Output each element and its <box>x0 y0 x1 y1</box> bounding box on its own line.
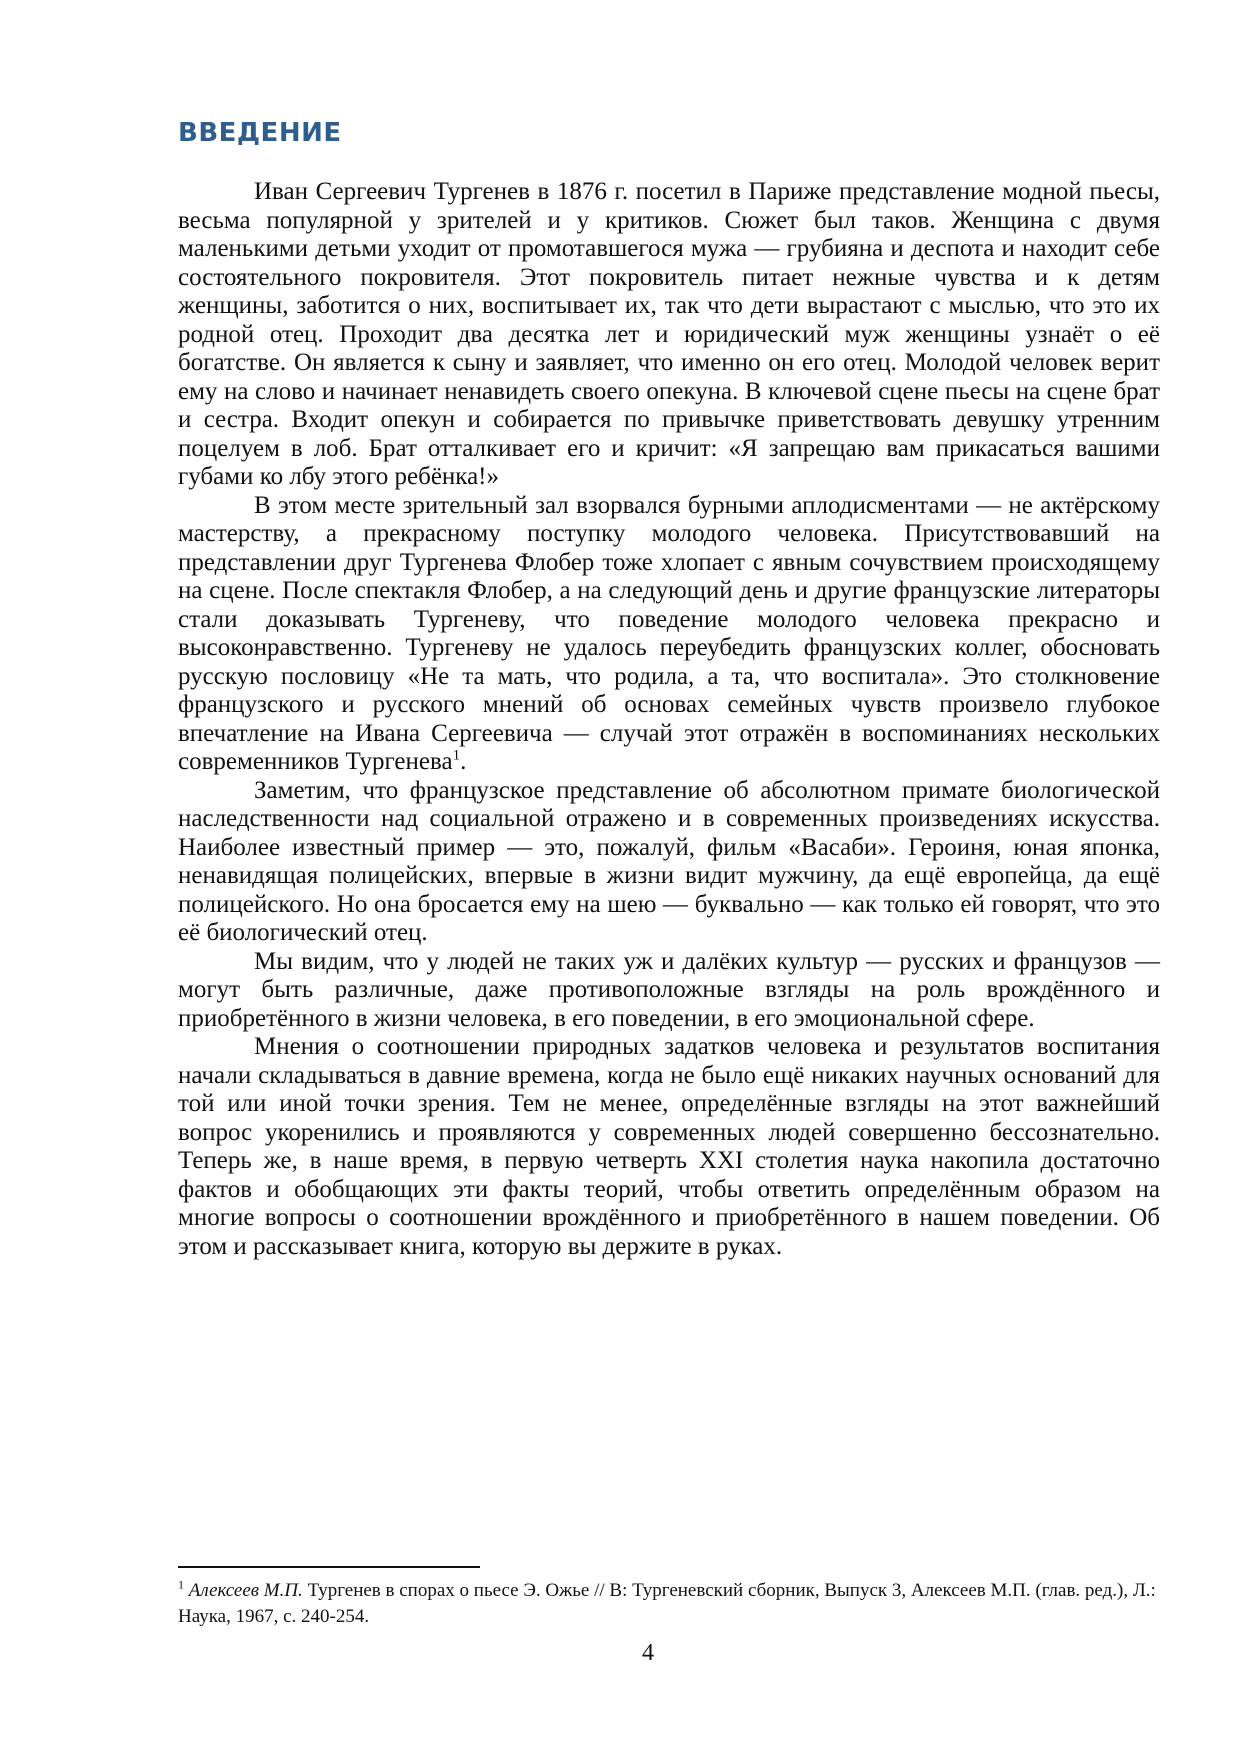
paragraph: Мнения о соотношении природных задатков человека и результатов воспитания начали складываться в давние времена, когда не было ещё никаких научных оснований для той или иной точки зрения. Тем не менее, определённые взгляды на этот важнейший вопрос укоренились и проявляются у современных людей совершенно бессознательно. Теперь же, в наше время, в первую четверть XXI столетия наука накопила достаточно фактов и обобщающих эти факты теорий, чтобы ответить определённым образом на многие вопросы о соотношении врождённого и приобретённого в нашем поведении. Об этом и рассказывает книга, которую вы держите в руках. <box>178 1033 1160 1260</box>
footnote-number: 1 <box>178 1577 184 1592</box>
footnote-separator <box>178 1566 480 1568</box>
paragraph: Мы видим, что у людей не таких уж и далёких культур — русских и французов — могут быть различные, даже противоположные взгляды на роль врождённого и приобретённого в жизни человека, в его поведении, в его эмоциональной сфере. <box>178 947 1160 1032</box>
footnote <box>178 1578 1160 1630</box>
footnote-reference[interactable]: 1 <box>452 747 461 764</box>
footnote-author: Алексеев М.П. <box>188 1580 303 1601</box>
paragraph-end-punctuation: . <box>460 748 467 775</box>
body-text <box>178 178 1160 1261</box>
paragraph: Заметим, что французское представление об абсолютном примате биологической наследственности над социальной отражено и в современных произведениях искусства. Наиболее известный пример — это, пожалуй, фильм «Васаби». Героиня, юная японка, ненавидящая полицейских, впервые в жизни видит мужчину, да ещё европейца, да ещё полицейского. Но она бросается ему на шею — буквально — как только ей говорят, что это её биологический отец. <box>178 776 1160 946</box>
footnote-text: Тургенев в спорах о пьесе Э. Ожье // В: Тургеневский сборник, Выпуск 3, Алексеев М.П. (глав. ред.), Л.: Наука, 1967, с. 240-254. <box>178 1580 1156 1627</box>
page-number: 4 <box>642 1640 654 1666</box>
section-heading: ВВЕДЕНИЕ <box>178 118 342 148</box>
paragraph: Иван Сергеевич Тургенев в 1876 г. посетил в Париже представление модной пьесы, весьма популярной у зрителей и у критиков. Сюжет был таков. Женщина с двумя маленькими детьми уходит от промотавшегося мужа — грубияна и деспота и находит себе состоятельного покровителя. Этот покровитель питает нежные чувства и к детям женщины, заботится о них, воспитывает их, так что дети вырастают с мыслью, что это их родной отец. Проходит два десятка лет и юридический муж женщины узнаёт о её богатстве. Он является к сыну и заявляет, что именно он его отец. Молодой человек верит ему на слово и начинает ненавидеть своего опекуна. В ключевой сцене пьесы на сцене брат и сестра. Входит опекун и собирается по привычке приветствовать девушку утренним поцелуем в лоб. Брат отталкивает его и кричит: «Я запрещаю вам прикасаться вашими губами ко лбу этого ребёнка!» <box>178 178 1160 490</box>
paragraph <box>178 492 1160 777</box>
paragraph-text: В этом месте зрительный зал взорвался бурными аплодисментами — не актёрскому мастерству, а прекрасному поступку молодого человека. Присутствовавший на представлении друг Тургенева Флобер тоже хлопает с явным сочувствием происходящему на сцене. После спектакля Флобер, а на следующий день и другие французские литераторы стали доказывать Тургеневу, что поведение молодого человека прекрасно и высоконравственно. Тургеневу не удалось переубедить французских коллег, обосновать русскую пословицу «Не та мать, что родила, а та, что воспитала». Это столкновение французского и русского мнений об основах семейных чувств произвело глубокое впечатление на Ивана Сергеевича — случай этот отражён в воспоминаниях нескольких современников Тургенева <box>178 491 1160 775</box>
